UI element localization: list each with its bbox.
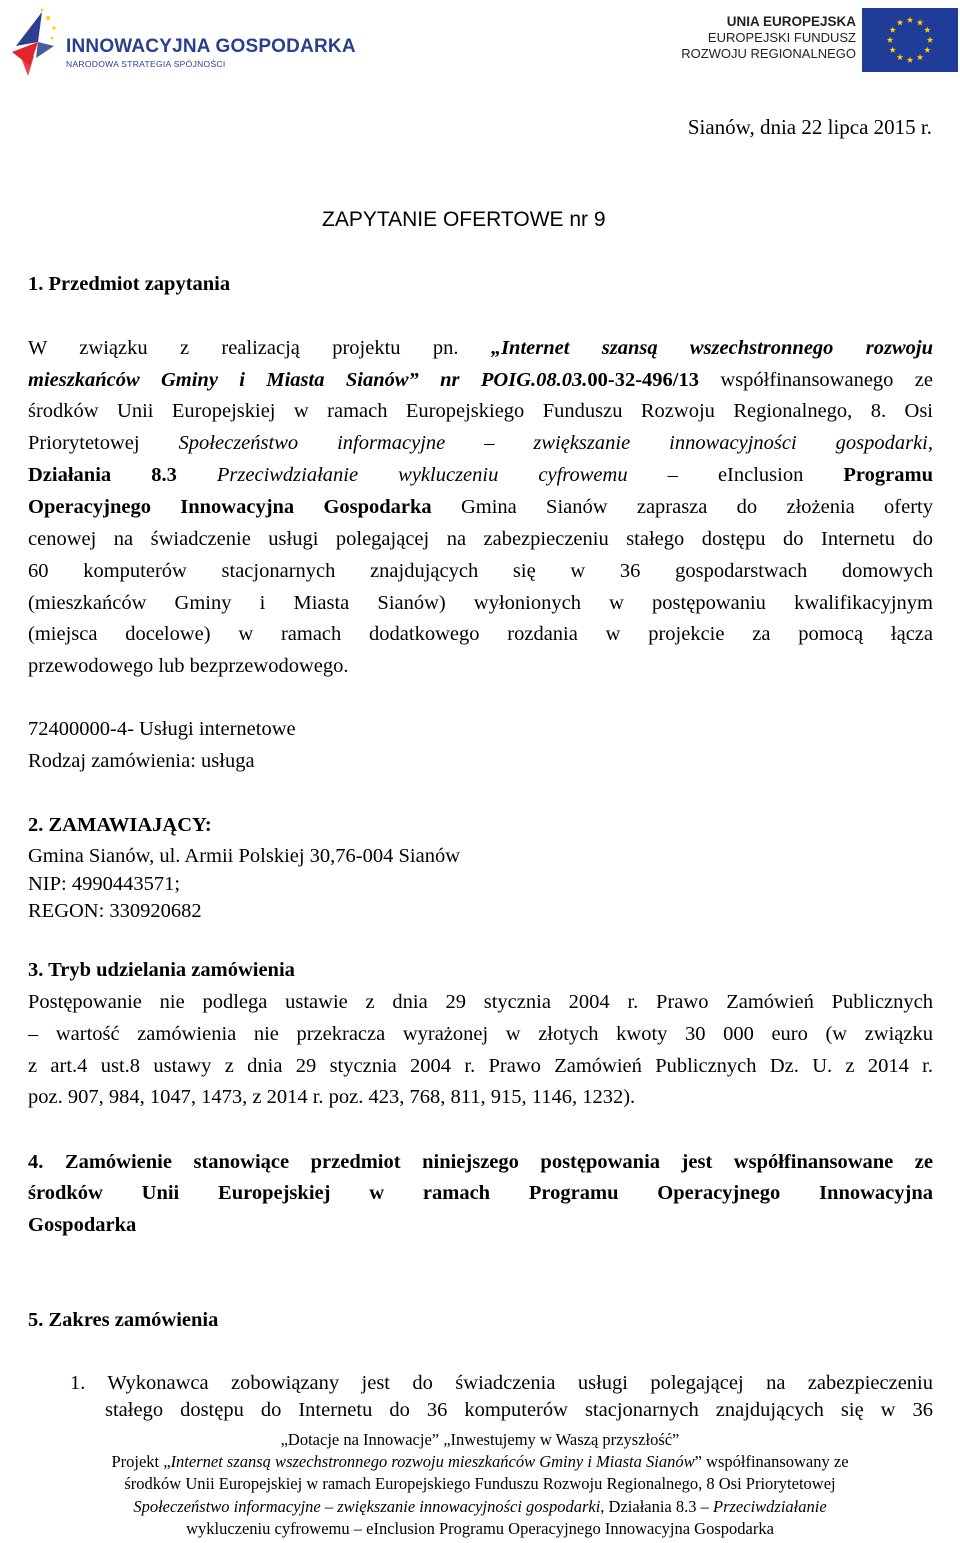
s1-l4-a: Priorytetowej [28,432,179,454]
footer-line-2 [0,1452,960,1472]
section-2-heading: 2. ZAMAWIAJĄCY: [28,814,212,836]
s1-line-7: cenowej na świadczenie usługi polegającej na zabezpieczeniu stałego dostępu do Internetu do [28,528,933,550]
s1-l6-b: Gmina Sianów zaprasza do złożenia oferty [431,496,933,518]
footer-line-4 [0,1497,960,1517]
s4-line-3: Gospodarka [28,1214,137,1236]
ig-star-logo-icon [8,6,60,78]
ig-logo-subtitle: NARODOWA STRATEGIA SPÓJNOŚCI [66,59,226,69]
eu-logo [676,8,958,72]
s1-line-10: (miejsca docelowe) w ramach dodatkowego rozdania w projekcie za pomocą łącza [28,623,933,645]
project-number: 00-32-496/13 [587,369,699,391]
s1-l2-a: mieszkańców Gminy i Miasta Sianów” nr POIG.08.03. [28,369,588,391]
s1-l1-a: W związku z realizacją projektu pn. [28,337,491,359]
eu-flag-icon [862,8,958,72]
eu-logo-text [681,14,856,62]
eu-logo-line3: ROZWOJU REGIONALNEGO [681,46,856,61]
s1-l4-b: Społeczeństwo informacyjne – zwiększanie innowacyjności gospodarki, [178,432,933,454]
scope-item-1-line-2: stałego dostępu do Internetu do 36 komputerów stacjonarnych znajdujących się w 36 [105,1399,933,1421]
s1-line-9: (mieszkańców Gminy i Miasta Sianów) wyłonionych w postępowaniu kwalifikacyjnym [28,592,933,614]
s1-l5-c: Przeciwdziałanie wykluczeniu cyfrowemu – [216,464,718,486]
cpv-code: 72400000-4- Usługi internetowe [28,718,296,740]
s1-line-11: przewodowego lub bezprzewodowego. [28,655,349,677]
s4-line-2: środków Unii Europejskiej w ramach Programu Operacyjnego Innowacyjna [28,1182,933,1204]
eu-logo-line1: UNIA EUROPEJSKA [726,14,856,29]
order-type: Rodzaj zamówienia: usługa [28,750,255,772]
s1-l2-c: współfinansowanego ze [698,369,934,391]
s3-line-1: Postępowanie nie podlega ustawie z dnia 29 stycznia 2004 r. Prawo Zamówień Publicznych [28,991,933,1013]
section-1-heading: 1. Przedmiot zapytania [28,273,231,295]
project-name-start: „Internet szansą wszechstronnego rozwoju [490,337,933,359]
s1-l5-a: Działania 8. [28,464,167,486]
s3-line-2: – wartość zamówienia nie przekracza wyrażonej w złotych kwoty 30 000 euro (w związku [28,1023,933,1045]
footer-l4-a: Społeczeństwo informacyjne – zwiększanie innowacyjności gospodarki [133,1497,601,1516]
eu-logo-line2: EUROPEJSKI FUNDUSZ [707,30,856,45]
footer-l2-c: ” współfinansowany ze [694,1452,849,1471]
contracting-regon: REGON: 330920682 [28,900,202,922]
s1-l5-b: 3 [166,464,217,486]
section-3-heading: 3. Tryb udzielania zamówienia [28,959,295,981]
s1-line-6 [28,495,933,519]
s1-line-3: środków Unii Europejskiej w ramach Europejskiego Funduszu Rozwoju Regionalnego, 8. Osi [28,400,933,422]
document-date: Sianów, dnia 22 lipca 2015 r. [687,115,932,139]
footer-l2-a: Projekt „ [111,1452,171,1471]
s1-line-1 [28,336,933,360]
footer-l2-b: Internet szansą wszechstronnego rozwoju mieszkańców Gminy i Miasta Sianów [170,1452,695,1471]
footer-line-3: środków Unii Europejskiej w ramach Europejskiego Funduszu Rozwoju Regionalnego, 8 Osi Priorytetowej [124,1474,836,1493]
section-5-heading: 5. Zakres zamówienia [28,1309,219,1331]
innowacyjna-gospodarka-logo [8,6,356,78]
s3-line-4: poz. 907, 984, 1047, 1473, z 2014 r. poz. 423, 768, 811, 915, 1146, 1232). [28,1086,636,1108]
scope-item-1-line-1: 1. Wykonawca zobowiązany jest do świadczenia usługi polegającej na zabezpieczeniu [70,1372,933,1394]
contracting-nip: NIP: 4990443571; [28,873,181,895]
s1-l5-d: eInclusion [717,464,844,486]
document-title: ZAPYTANIE OFERTOWE nr 9 [322,208,606,231]
s1-line-5 [28,463,933,487]
s3-line-3: z art.4 ust.8 ustawy z dnia 29 stycznia 2004 r. Prawo Zamówień Publicznych Dz. U. z 2014 r. [28,1055,933,1077]
s1-line-8: 60 komputerów stacjonarnych znajdujących się w 36 gospodarstwach domowych [28,560,933,582]
s1-l5-e: Programu [843,464,933,486]
s1-l6-a: Operacyjnego Innowacyjna Gospodarka [28,496,432,518]
contracting-address: Gmina Sianów, ul. Armii Polskiej 30,76-004 Sianów [28,845,461,867]
footer-slogan: „Dotacje na Innowacje” „Inwestujemy w Waszą przyszłość” [280,1430,680,1449]
footer-l4-c: Przeciwdziałanie [713,1497,827,1516]
footer-line-5: wykluczeniu cyfrowemu – eInclusion Programu Operacyjnego Innowacyjna Gospodarka [186,1519,774,1538]
s1-line-2 [28,368,933,392]
ig-logo-title: INNOWACYJNA GOSPODARKA [66,36,356,57]
s4-line-1: 4. Zamówienie stanowiące przedmiot niniejszego postępowania jest współfinansowane ze [28,1151,933,1173]
footer-l4-b: , Działania 8.3 – [600,1497,714,1516]
s1-line-4 [28,431,933,455]
